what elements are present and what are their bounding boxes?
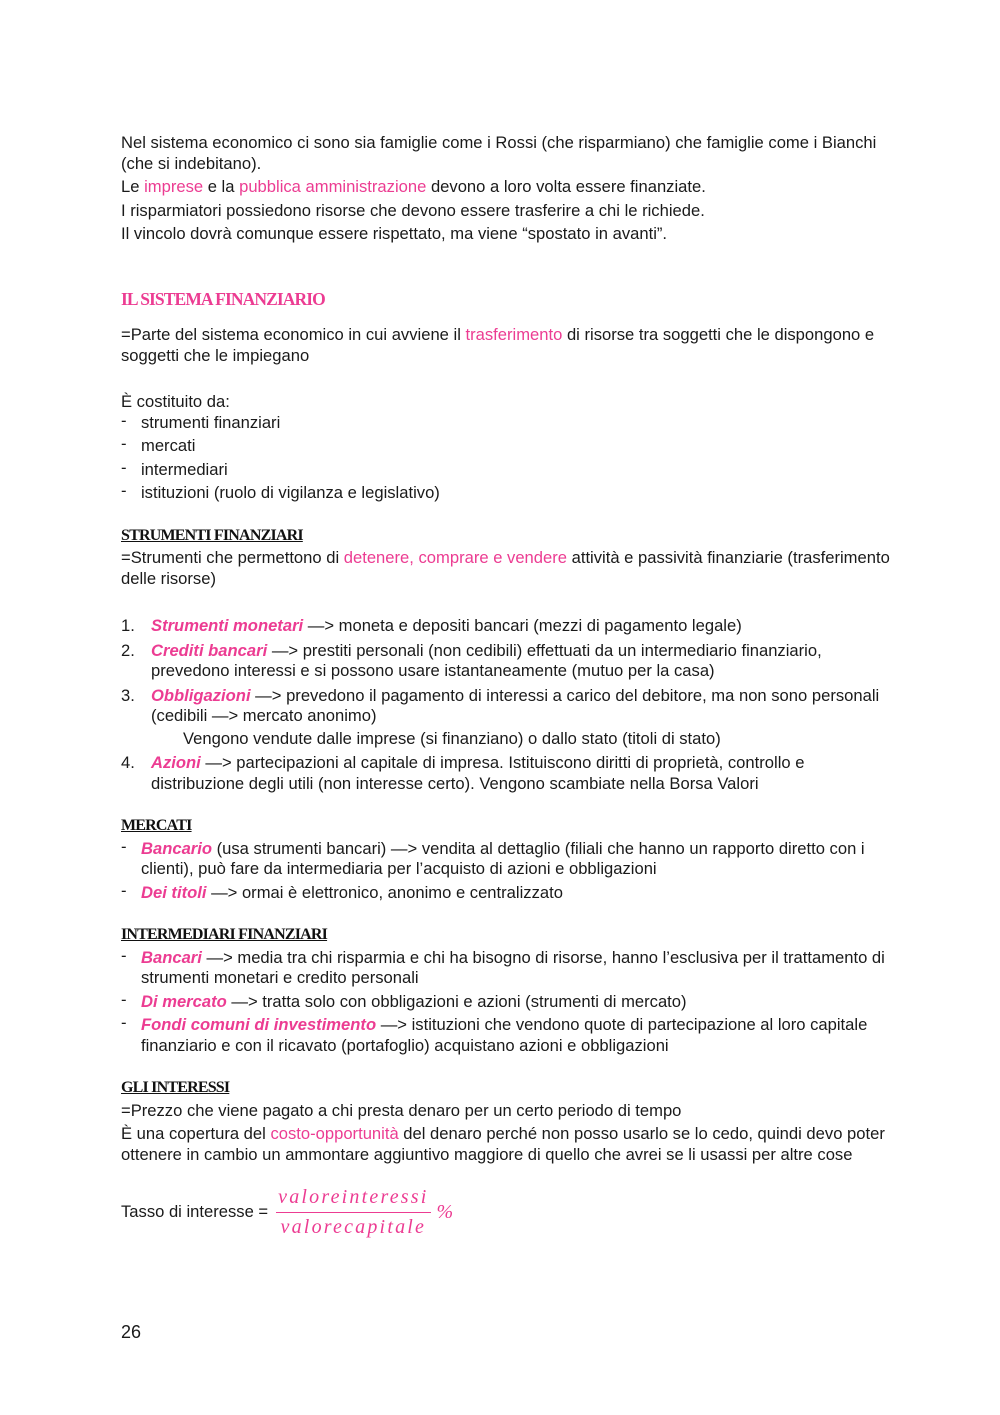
interessi-definition: =Prezzo che viene pagato a chi presta denaro per un certo periodo di tempo	[121, 1100, 682, 1120]
highlight-trasferimento: trasferimento	[465, 325, 563, 344]
interest-rate-formula	[121, 1185, 891, 1239]
text: Le	[121, 177, 145, 196]
highlight-pubblica-amministrazione: pubblica amministrazione	[239, 177, 427, 196]
sistema-composed-label: È costituito da:	[121, 392, 230, 411]
dash-bullet: -	[121, 880, 127, 900]
item-keyword: Fondi comuni di investimento	[141, 1015, 377, 1034]
item-keyword: Obbligazioni	[151, 685, 251, 705]
item-text: —> istituzioni che vendono quote di partecipazione al loro capitale finanziario e con il ricavato (portafoglio) acquistano azioni e obbligazioni	[141, 1015, 868, 1055]
highlight-costo-opportunita: costo-opportunità	[270, 1124, 399, 1143]
page-content	[121, 133, 891, 1239]
item-number: 3.	[121, 685, 135, 705]
list-item	[121, 641, 891, 682]
text: del denaro perché non posso usarlo se lo cedo, quindi devo poter ottenere in cambio un ammontare aggiuntivo maggiore di quello che avrei se li usassi per altre cose	[121, 1124, 885, 1164]
item-text: —> media tra chi risparmia e chi ha bisogno di risorse, hanno l’esclusiva per il trattamento di strumenti monetari e credito personali	[141, 947, 885, 987]
item-text: intermediari	[141, 459, 228, 479]
list-item	[121, 436, 891, 457]
list-item	[121, 457, 891, 481]
section-title-sistema: IL SISTEMA FINANZIARIO	[121, 288, 325, 309]
item-keyword: Crediti bancari	[151, 640, 268, 660]
item-keyword: Dei titoli	[141, 882, 207, 902]
highlight-imprese: imprese	[144, 177, 204, 196]
dash-bullet: -	[121, 1013, 127, 1032]
list-item	[121, 836, 891, 880]
obbligazioni-note: Vengono vendute dalle imprese (si finanziano) o dallo stato (titoli di stato)	[183, 728, 721, 748]
item-text: istituzioni (ruolo di vigilanza e legislativo)	[141, 483, 440, 502]
item-text: —> prevedono il pagamento di interessi a carico del debitore, ma non sono personali (cedibili —> mercato anonimo)	[151, 685, 880, 725]
section-title-interessi: GLI INTERESSI	[121, 1079, 230, 1096]
item-text: strumenti finanziari	[141, 412, 281, 432]
dash-bullet: -	[121, 945, 127, 965]
text: È una copertura del	[121, 1124, 271, 1143]
item-number: 2.	[121, 640, 135, 660]
item-keyword: Azioni	[151, 753, 201, 772]
interessi-paragraph	[121, 1124, 891, 1165]
sistema-list	[121, 410, 891, 504]
intro-paragraph-1: Nel sistema economico ci sono sia famiglie come i Rossi (che risparmiano) che famiglie come i Bianchi (che si indebitano).	[121, 133, 877, 173]
list-item	[121, 880, 891, 904]
item-text: —> ormai è elettronico, anonimo e centralizzato	[206, 882, 563, 902]
text: attività e passività finanziarie (trasferimento delle risorse)	[121, 548, 890, 588]
list-item	[121, 616, 891, 637]
section-title-mercati: MERCATI	[121, 817, 192, 834]
text: devono a loro volta essere finanziate.	[426, 177, 706, 196]
formula-denominator: valorecapitale	[280, 1216, 427, 1239]
list-item	[121, 483, 891, 504]
strumenti-definition	[121, 548, 891, 589]
intro-paragraph-2	[121, 177, 891, 198]
section-title-strumenti: STRUMENTI FINANZIARI	[121, 526, 303, 544]
formula-numerator: valoreinteressi	[278, 1186, 429, 1208]
mercati-list	[121, 836, 891, 904]
list-item	[121, 753, 891, 794]
item-keyword: Bancario	[141, 838, 213, 858]
dash-bullet: -	[121, 836, 127, 856]
item-text: —> prestiti personali (non cedibili) effettuati da un intermediario finanziario, prevedono interessi e si possono usare istantaneamente (mutuo per la casa)	[151, 640, 822, 680]
item-keyword: Strumenti monetari	[151, 616, 304, 635]
dash-bullet: -	[121, 989, 127, 1009]
text: e la	[203, 177, 240, 196]
formula-suffix: %	[436, 1200, 454, 1223]
intro-paragraph-4: Il vincolo dovrà comunque essere rispettato, ma viene “spostato in avanti”.	[121, 224, 668, 243]
list-item	[121, 1015, 891, 1056]
list-item	[121, 686, 891, 727]
dash-bullet: -	[121, 410, 127, 430]
list-item	[121, 410, 891, 434]
item-keyword: Bancari	[141, 947, 202, 967]
fraction-bar	[276, 1212, 430, 1213]
item-keyword: Di mercato	[141, 991, 227, 1011]
list-item	[121, 945, 891, 989]
formula-fraction	[276, 1185, 430, 1239]
dash-bullet: -	[121, 457, 127, 477]
text: =Parte del sistema economico in cui avviene il	[121, 325, 466, 344]
item-text: —> moneta e depositi bancari (mezzi di pagamento legale)	[303, 616, 742, 635]
section-title-intermediari: INTERMEDIARI FINANZIARI	[121, 926, 328, 943]
dash-bullet: -	[121, 481, 127, 500]
intermediari-list	[121, 945, 891, 1057]
highlight-detenere: detenere, comprare e vendere	[343, 548, 567, 567]
intro-paragraph-3: I risparmiatori possiedono risorse che devono essere trasferire a chi le richiede.	[121, 200, 705, 220]
item-text: (usa strumenti bancari) —> vendita al dettaglio (filiali che hanno un rapporto diretto con i clienti), può fare da intermediaria per l’acquisto di azioni e obbligazioni	[141, 838, 865, 878]
sistema-definition	[121, 325, 891, 366]
strumenti-list	[121, 616, 891, 727]
item-text: mercati	[141, 436, 196, 455]
text: di risorse tra soggetti che le dispongono e soggetti che le impiegano	[121, 325, 875, 365]
item-text: —> partecipazioni al capitale di impresa. Istituiscono diritti di proprietà, controllo e distribuzione degli utili (non interesse certo). Vengono scambiate nella Borsa Valori	[151, 753, 805, 793]
item-text: —> tratta solo con obbligazioni e azioni (strumenti di mercato)	[226, 991, 687, 1011]
page-number: 26	[121, 1322, 142, 1342]
strumenti-list-cont	[121, 753, 891, 794]
formula-label: Tasso di interesse =	[121, 1201, 269, 1221]
text: =Strumenti che permettono di	[121, 548, 344, 567]
dash-bullet: -	[121, 434, 127, 453]
list-item	[121, 989, 891, 1013]
item-number: 1.	[121, 616, 135, 635]
item-number: 4.	[121, 753, 135, 772]
